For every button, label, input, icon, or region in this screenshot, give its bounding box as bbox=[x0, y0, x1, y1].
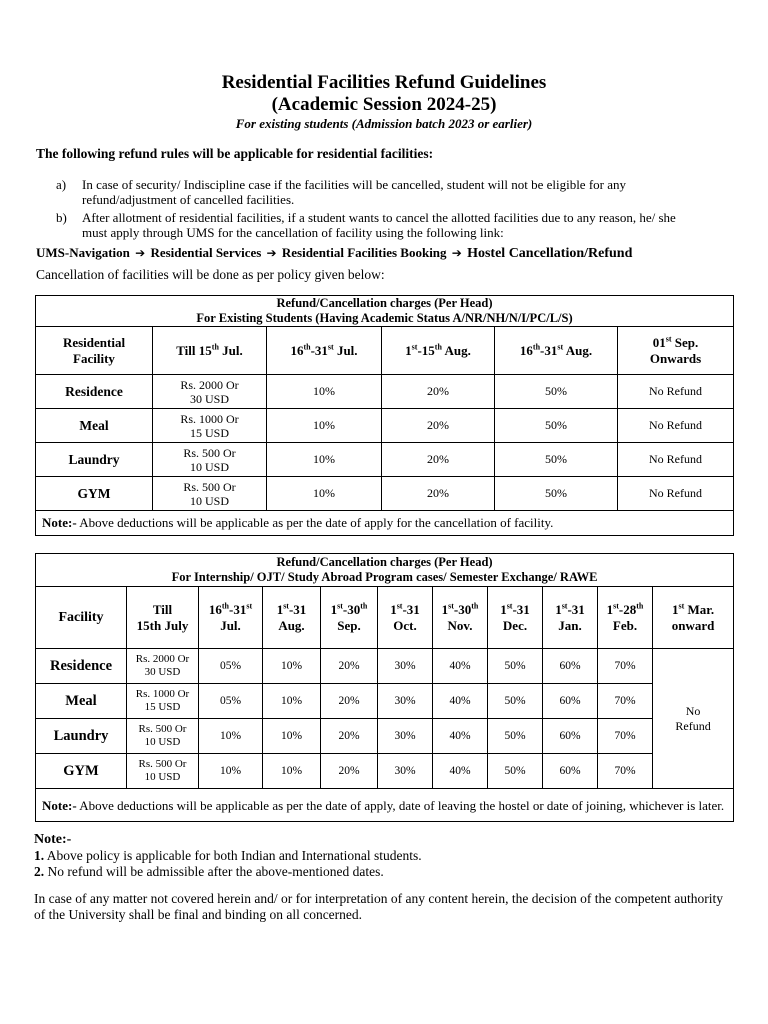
facility-name: Meal bbox=[36, 684, 127, 719]
table-row bbox=[36, 719, 734, 754]
column-header-period: Till 15th Jul. bbox=[153, 327, 267, 375]
table-caption-row bbox=[36, 554, 734, 587]
table-row bbox=[36, 649, 734, 684]
deduction-cell: 50% bbox=[495, 409, 618, 443]
charge-amount: Rs. 1000 Or 15 USD bbox=[127, 684, 199, 719]
arrow-right-icon: ➔ bbox=[266, 246, 277, 260]
arrow-right-icon: ➔ bbox=[135, 246, 146, 260]
table-header-row bbox=[36, 327, 734, 375]
academic-session: (Academic Session 2024-25) bbox=[271, 94, 497, 115]
deduction-cell: 60% bbox=[543, 649, 598, 684]
facility-name: Laundry bbox=[36, 443, 153, 477]
deduction-cell: No Refund bbox=[618, 375, 734, 409]
deduction-cell: 50% bbox=[488, 754, 543, 789]
charge-amount: Rs. 2000 Or 30 USD bbox=[153, 375, 267, 409]
column-header-period: 1st-31 Jan. bbox=[543, 587, 598, 649]
deduction-cell: 50% bbox=[488, 649, 543, 684]
deduction-cell: 20% bbox=[382, 409, 495, 443]
deduction-cell: 05% bbox=[199, 649, 263, 684]
deduction-cell: 10% bbox=[199, 719, 263, 754]
column-header-facility: Residential Facility bbox=[36, 327, 153, 375]
deduction-cell: 20% bbox=[321, 684, 378, 719]
charge-amount: Rs. 500 Or 10 USD bbox=[127, 719, 199, 754]
table-header-row bbox=[36, 587, 734, 649]
column-header-period: 1st-15th Aug. bbox=[382, 327, 495, 375]
deduction-cell: 50% bbox=[488, 684, 543, 719]
deduction-cell: 10% bbox=[199, 754, 263, 789]
table-row bbox=[36, 754, 734, 789]
table-note: Note:- Above deductions will be applicable as per the date of apply, date of leaving the hostel or date of joining, whichever is later. bbox=[36, 789, 734, 822]
deduction-cell: 10% bbox=[263, 754, 321, 789]
refund-table-existing-students bbox=[35, 295, 734, 536]
column-header-period: 1st-30th Sep. bbox=[321, 587, 378, 649]
notes-heading: Note:- bbox=[34, 832, 72, 847]
column-header-period: 1st-30th Nov. bbox=[433, 587, 488, 649]
rule-text: In case of security/ Indiscipline case if the facilities will be cancelled, student will not be eligible for any refund/adjustment of cancelled facilities. bbox=[82, 177, 627, 207]
deduction-cell: 50% bbox=[495, 477, 618, 511]
deduction-cell: 30% bbox=[378, 684, 433, 719]
table-caption-row bbox=[36, 296, 734, 327]
charge-amount: Rs. 500 Or 10 USD bbox=[153, 443, 267, 477]
column-header-period: 1st-31 Oct. bbox=[378, 587, 433, 649]
rule-text: After allotment of residential facilities, if a student wants to cancel the allotted facilities due to any reason, he/ she must apply through UMS for the cancellation of facility using the following link: bbox=[82, 210, 676, 240]
deduction-cell: 10% bbox=[267, 477, 382, 511]
deduction-cell: No Refund bbox=[618, 477, 734, 511]
deduction-cell: 70% bbox=[598, 754, 653, 789]
no-refund-cell: No Refund bbox=[653, 649, 734, 789]
rule-item bbox=[56, 177, 696, 207]
facility-name: GYM bbox=[36, 477, 153, 511]
column-header-period: 1st-31 Aug. bbox=[263, 587, 321, 649]
deduction-cell: 10% bbox=[267, 375, 382, 409]
table-note-row bbox=[36, 789, 734, 822]
nav-step: Residential Services bbox=[150, 245, 262, 260]
notes-section bbox=[34, 832, 422, 880]
deduction-cell: 10% bbox=[267, 409, 382, 443]
deduction-cell: No Refund bbox=[618, 443, 734, 477]
table-note: Note:- Above deductions will be applicable as per the date of apply for the cancellation of facility. bbox=[36, 511, 734, 536]
deduction-cell: 30% bbox=[378, 649, 433, 684]
column-header-period: 16th-31st Jul. bbox=[199, 587, 263, 649]
deduction-cell: 10% bbox=[263, 719, 321, 754]
table-row bbox=[36, 409, 734, 443]
table-caption: Refund/Cancellation charges (Per Head) For Internship/ OJT/ Study Abroad Program cases/ Semester Exchange/ RAWE bbox=[36, 554, 734, 587]
nav-step: UMS-Navigation bbox=[36, 245, 130, 260]
column-header-period: 1st Mar. onward bbox=[653, 587, 734, 649]
nav-step: Hostel Cancellation/Refund bbox=[467, 246, 633, 261]
deduction-cell: 20% bbox=[382, 443, 495, 477]
deduction-cell: 70% bbox=[598, 649, 653, 684]
column-header-facility: Facility bbox=[36, 587, 127, 649]
charge-amount: Rs. 500 Or 10 USD bbox=[127, 754, 199, 789]
note-item: 2. No refund will be admissible after the above-mentioned dates. bbox=[34, 864, 384, 879]
policy-note: Cancellation of facilities will be done as per policy given below: bbox=[36, 267, 385, 282]
deduction-cell: 40% bbox=[433, 684, 488, 719]
deduction-cell: 10% bbox=[263, 649, 321, 684]
column-header-period: 16th-31st Aug. bbox=[495, 327, 618, 375]
deduction-cell: 30% bbox=[378, 719, 433, 754]
deduction-cell: 20% bbox=[321, 754, 378, 789]
rule-marker: b) bbox=[56, 210, 67, 225]
deduction-cell: 20% bbox=[321, 719, 378, 754]
deduction-cell: 10% bbox=[263, 684, 321, 719]
table-caption: Refund/Cancellation charges (Per Head) For Existing Students (Having Academic Status A/NR/NH/N/I/PC/L/S) bbox=[36, 296, 734, 327]
navigation-path bbox=[36, 245, 632, 262]
column-header-period: 1st-31 Dec. bbox=[488, 587, 543, 649]
table-note-row bbox=[36, 511, 734, 536]
column-header-period: 01st Sep. Onwards bbox=[618, 327, 734, 375]
page-subtitle: For existing students (Admission batch 2023 or earlier) bbox=[235, 116, 533, 131]
arrow-right-icon: ➔ bbox=[451, 246, 462, 260]
table-row bbox=[36, 477, 734, 511]
deduction-cell: 60% bbox=[543, 684, 598, 719]
refund-table-internship-exchange bbox=[35, 553, 734, 822]
note-item: 1. Above policy is applicable for both Indian and International students. bbox=[34, 848, 422, 863]
table-row bbox=[36, 443, 734, 477]
facility-name: Residence bbox=[36, 375, 153, 409]
column-header-period: 16th-31st Jul. bbox=[267, 327, 382, 375]
rule-item bbox=[56, 210, 696, 240]
closing-statement: In case of any matter not covered herein and/ or for interpretation of any content herein, the decision of the competent authority of the University shall be final and binding on all concerned. bbox=[34, 891, 723, 922]
deduction-cell: 70% bbox=[598, 684, 653, 719]
facility-name: Laundry bbox=[36, 719, 127, 754]
deduction-cell: 70% bbox=[598, 719, 653, 754]
deduction-cell: 05% bbox=[199, 684, 263, 719]
deduction-cell: 20% bbox=[321, 649, 378, 684]
column-header-period: Till 15th July bbox=[127, 587, 199, 649]
intro-text: The following refund rules will be applicable for residential facilities: bbox=[36, 146, 434, 161]
deduction-cell: 40% bbox=[433, 719, 488, 754]
rules-list bbox=[56, 177, 696, 243]
deduction-cell: 30% bbox=[378, 754, 433, 789]
deduction-cell: 20% bbox=[382, 375, 495, 409]
deduction-cell: 50% bbox=[495, 443, 618, 477]
title-block bbox=[0, 0, 768, 132]
deduction-cell: 60% bbox=[543, 719, 598, 754]
deduction-cell: No Refund bbox=[618, 409, 734, 443]
nav-step: Residential Facilities Booking bbox=[281, 245, 447, 260]
deduction-cell: 10% bbox=[267, 443, 382, 477]
deduction-cell: 50% bbox=[495, 375, 618, 409]
deduction-cell: 20% bbox=[382, 477, 495, 511]
table-row bbox=[36, 684, 734, 719]
charge-amount: Rs. 1000 Or 15 USD bbox=[153, 409, 267, 443]
facility-name: GYM bbox=[36, 754, 127, 789]
deduction-cell: 40% bbox=[433, 649, 488, 684]
column-header-period: 1st-28th Feb. bbox=[598, 587, 653, 649]
charge-amount: Rs. 2000 Or 30 USD bbox=[127, 649, 199, 684]
rule-marker: a) bbox=[56, 177, 67, 192]
facility-name: Meal bbox=[36, 409, 153, 443]
facility-name: Residence bbox=[36, 649, 127, 684]
table-row bbox=[36, 375, 734, 409]
deduction-cell: 60% bbox=[543, 754, 598, 789]
charge-amount: Rs. 500 Or 10 USD bbox=[153, 477, 267, 511]
page-title: Residential Facilities Refund Guidelines bbox=[221, 72, 547, 93]
deduction-cell: 50% bbox=[488, 719, 543, 754]
deduction-cell: 40% bbox=[433, 754, 488, 789]
